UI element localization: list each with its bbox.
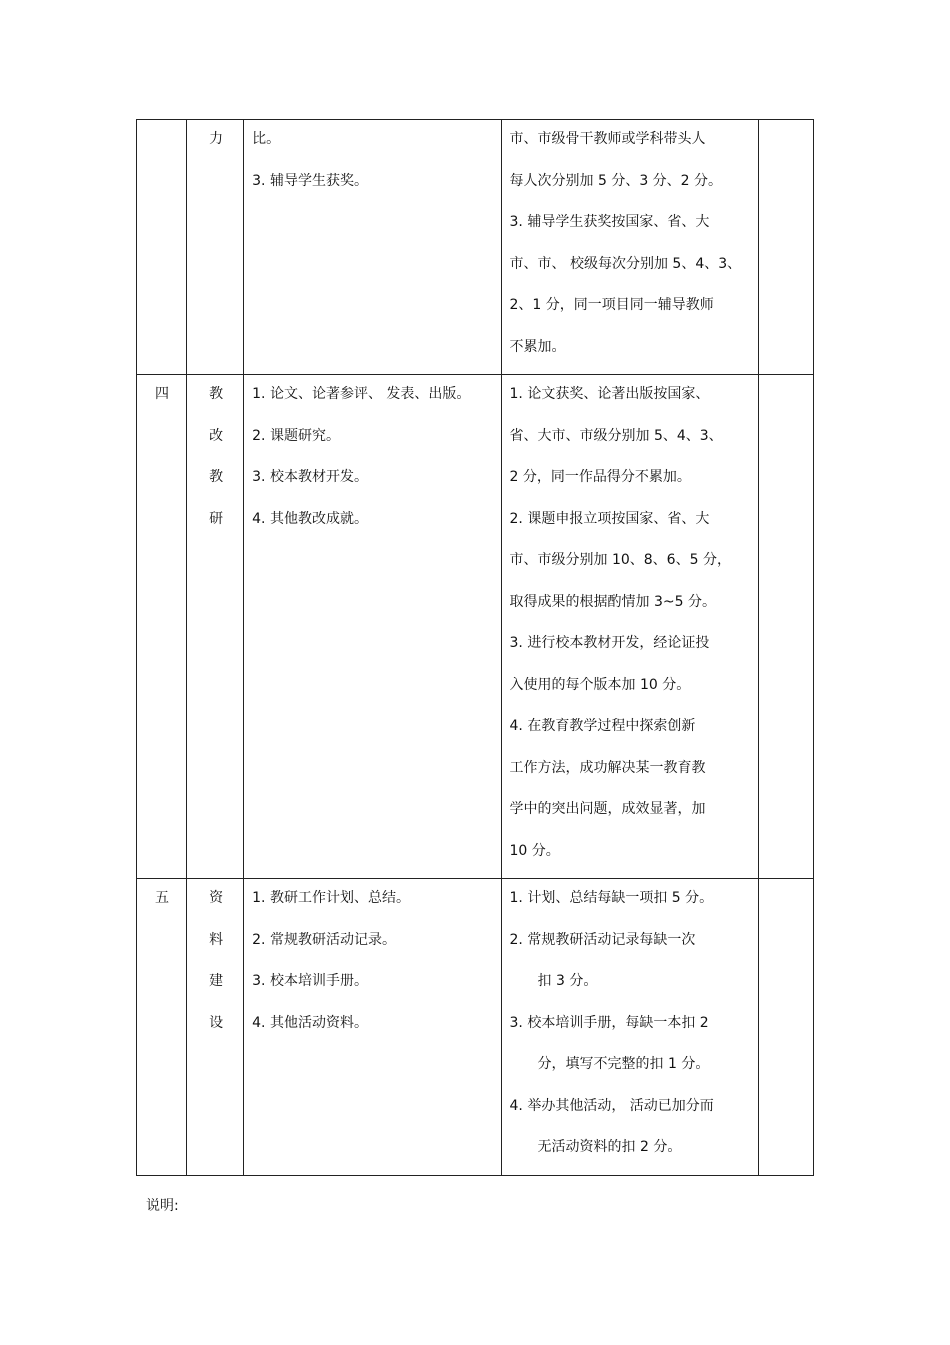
criteria-cell xyxy=(501,375,758,879)
criteria-line: 3. 辅导学生获奖按国家、省、大 xyxy=(509,214,710,230)
category-char: 教 xyxy=(209,386,224,402)
item-line: 1. 教研工作计划、总结。 xyxy=(252,890,410,906)
table-row xyxy=(137,879,814,1176)
category-char: 建 xyxy=(209,973,224,989)
criteria-line: 市、市级骨干教师或学科带头人 xyxy=(509,131,706,147)
criteria-line: 不累加。 xyxy=(509,338,566,355)
category-char: 教 xyxy=(209,469,224,485)
criteria-line: 10 分。 xyxy=(509,842,560,859)
criteria-line: 2. 课题申报立项按国家、省、大 xyxy=(509,510,710,527)
row-number xyxy=(145,125,180,167)
item-line: 2. 常规教研活动记录。 xyxy=(252,931,396,948)
category-cell xyxy=(187,879,244,1176)
table-row xyxy=(137,375,814,879)
items-cell xyxy=(244,375,501,879)
row-number: 四 xyxy=(155,386,169,402)
criteria-line: 取得成果的根据酌情加 3~5 分。 xyxy=(509,593,716,610)
criteria-line: 无活动资料的扣 2 分。 xyxy=(537,1139,682,1155)
items-cell xyxy=(244,120,501,375)
items-cell xyxy=(244,879,501,1176)
criteria-line: 2. 常规教研活动记录每缺一次 xyxy=(509,931,696,948)
footer-note: 说明: xyxy=(146,1198,179,1214)
item-line: 3. 校本教材开发。 xyxy=(252,469,368,485)
score-cell xyxy=(758,879,813,1176)
category-char: 力 xyxy=(209,131,224,147)
category-char: 料 xyxy=(209,931,224,948)
item-line: 3. 校本培训手册。 xyxy=(252,973,368,989)
evaluation-table xyxy=(136,119,814,1176)
item-line: 比。 xyxy=(252,131,281,147)
row-number-cell xyxy=(137,120,187,375)
category-char: 改 xyxy=(209,427,224,444)
item-line: 2. 课题研究。 xyxy=(252,427,340,444)
row-number-cell xyxy=(137,375,187,879)
criteria-line: 3. 校本培训手册，每缺一本扣 2 xyxy=(509,1014,709,1031)
criteria-line: 市、市级分别加 10、8、6、5 分， xyxy=(509,552,731,568)
item-line: 4. 其他活动资料。 xyxy=(252,1014,368,1031)
criteria-line: 2、1 分，同一项目同一辅导教师 xyxy=(509,297,714,313)
criteria-line: 扣 3 分。 xyxy=(537,973,598,989)
criteria-line: 2 分，同一作品得分不累加。 xyxy=(509,469,691,485)
criteria-line: 1. 论文获奖、论著出版按国家、 xyxy=(509,386,710,402)
criteria-line: 工作方法，成功解决某一教育教 xyxy=(509,759,706,776)
criteria-line: 省、大市、市级分别加 5、4、3、 xyxy=(509,427,723,444)
criteria-line: 1. 计划、总结每缺一项扣 5 分。 xyxy=(509,890,714,906)
category-cell xyxy=(187,375,244,879)
score-cell xyxy=(758,120,813,375)
category-char: 设 xyxy=(209,1014,224,1031)
criteria-line: 学中的突出问题，成效显著，加 xyxy=(509,801,706,817)
criteria-cell xyxy=(501,120,758,375)
item-line: 1. 论文、论著参评、 发表、出版。 xyxy=(252,386,471,402)
table-row xyxy=(137,120,814,375)
criteria-line: 市、市、 校级每次分别加 5、4、3、 xyxy=(509,255,742,272)
criteria-line: 入使用的每个版本加 10 分。 xyxy=(509,676,691,693)
criteria-line: 分，填写不完整的扣 1 分。 xyxy=(537,1056,710,1072)
criteria-line: 每人次分别加 5 分、3 分、2 分。 xyxy=(509,172,723,189)
item-line: 3. 辅导学生获奖。 xyxy=(252,172,368,189)
criteria-cell xyxy=(501,879,758,1176)
score-cell xyxy=(758,375,813,879)
criteria-line: 4. 举办其他活动， 活动已加分而 xyxy=(509,1097,714,1114)
category-char: 研 xyxy=(209,510,224,527)
criteria-line: 4. 在教育教学过程中探索创新 xyxy=(509,718,696,734)
criteria-line: 3. 进行校本教材开发，经论证投 xyxy=(509,635,710,651)
category-cell xyxy=(187,120,244,375)
row-number: 五 xyxy=(155,890,169,906)
item-line: 4. 其他教改成就。 xyxy=(252,510,368,527)
row-number-cell xyxy=(137,879,187,1176)
category-char: 资 xyxy=(209,890,224,906)
